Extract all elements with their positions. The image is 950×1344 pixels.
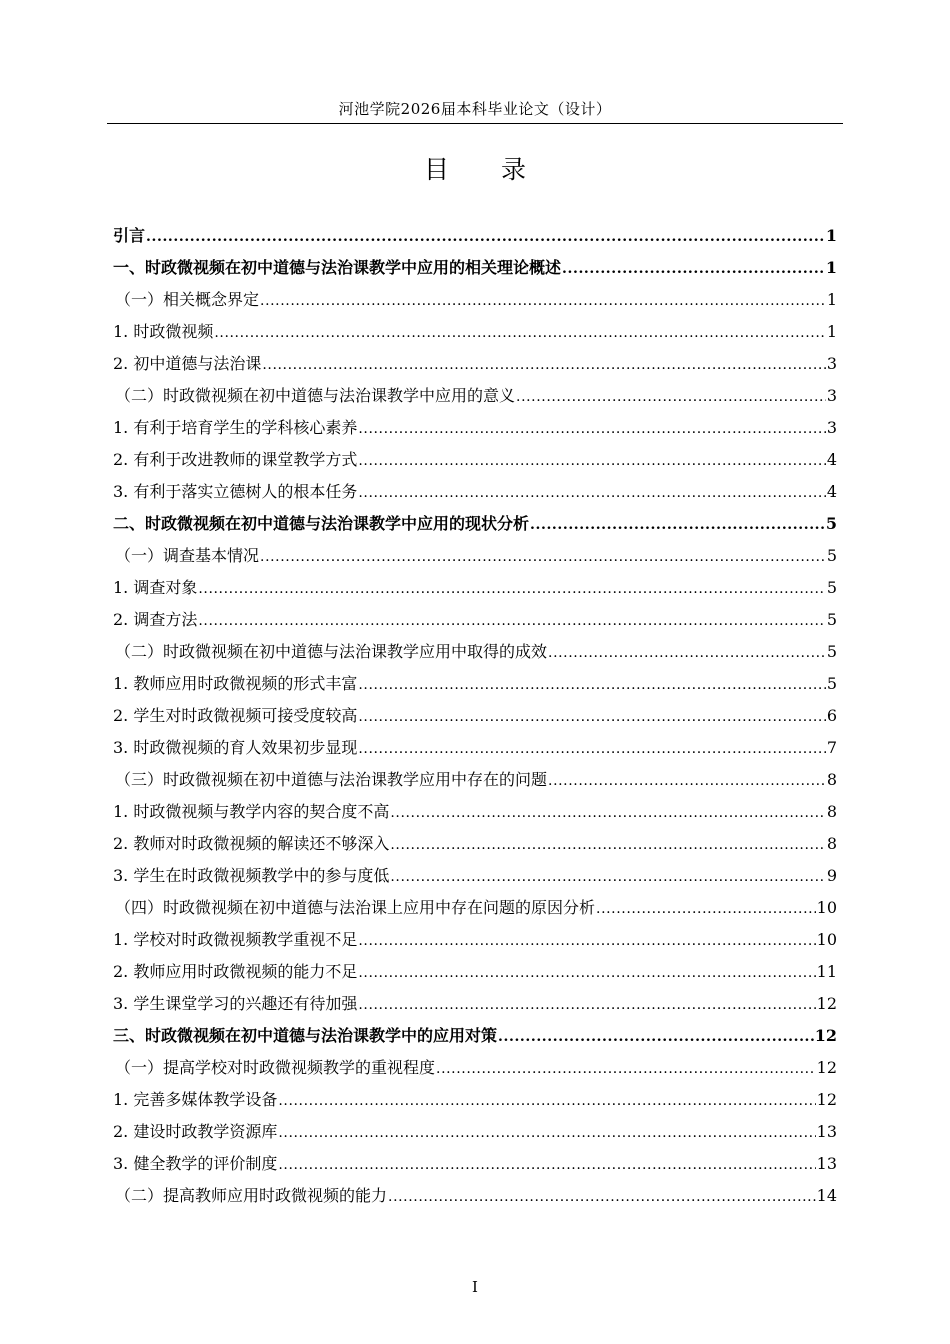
running-header: 河池学院2026届本科毕业论文（设计） <box>338 100 612 118</box>
toc-entry-page: 5 <box>826 578 837 597</box>
toc-entry-page: 3 <box>826 386 837 405</box>
dot-leader <box>388 1181 816 1213</box>
toc-entry-title: 引言 <box>113 226 146 245</box>
toc-entry-page: 14 <box>816 1186 837 1205</box>
toc-entry-title: 3. 时政微视频的育人效果初步显现 <box>113 738 358 757</box>
header-rule <box>107 123 843 124</box>
toc-entry-title: 2. 教师对时政微视频的解读还不够深入 <box>113 834 390 853</box>
toc-entry-page: 13 <box>816 1154 837 1173</box>
dot-leader <box>358 989 815 1021</box>
toc-entry-title: 1. 完善多媒体教学设备 <box>113 1090 278 1109</box>
toc-entry-title: （二）时政微视频在初中道德与法治课教学应用中取得的成效 <box>115 642 548 661</box>
dot-leader <box>278 1149 815 1181</box>
toc-entry-page: 12 <box>816 1090 837 1109</box>
toc-entry-title: （三）时政微视频在初中道德与法治课教学应用中存在的问题 <box>115 770 548 789</box>
toc-entry-page: 12 <box>816 994 837 1013</box>
toc-entry-title: 1. 调查对象 <box>113 578 198 597</box>
dot-leader <box>198 573 825 605</box>
toc-entry-page: 12 <box>816 1058 837 1077</box>
toc-entry[interactable] <box>113 764 837 796</box>
toc-entry[interactable] <box>113 540 837 572</box>
toc-entry-page: 10 <box>816 898 837 917</box>
toc-entry-title: 1. 时政微视频与教学内容的契合度不高 <box>113 802 390 821</box>
toc-entry-title: 2. 建设时政教学资源库 <box>113 1122 278 1141</box>
toc-entry-title: 2. 学生对时政微视频可接受度较高 <box>113 706 358 725</box>
toc-entry[interactable] <box>113 1084 837 1116</box>
toc-entry-title: （一）相关概念界定 <box>115 290 260 309</box>
dot-leader <box>390 861 825 893</box>
toc-entry-page: 5 <box>825 514 837 533</box>
toc-entry-page: 11 <box>816 962 837 981</box>
dot-leader <box>358 669 825 701</box>
dot-leader <box>436 1053 816 1085</box>
toc-entry-page: 5 <box>826 546 837 565</box>
toc-entry-page: 6 <box>826 706 837 725</box>
page-title: 目 录 <box>424 155 548 184</box>
toc-entry-title: 2. 教师应用时政微视频的能力不足 <box>113 962 358 981</box>
dot-leader <box>262 349 825 381</box>
toc-entry-page: 8 <box>826 802 837 821</box>
dot-leader <box>358 957 815 989</box>
toc-entry-title: （一）调查基本情况 <box>115 546 260 565</box>
toc-entry-page: 5 <box>826 674 837 693</box>
toc-entry-page: 1 <box>826 290 837 309</box>
toc-entry[interactable] <box>113 252 837 284</box>
toc-entry-title: （四）时政微视频在初中道德与法治课上应用中存在问题的原因分析 <box>115 898 596 917</box>
toc-entry-page: 3 <box>826 354 837 373</box>
dot-leader <box>390 829 825 861</box>
toc-entry[interactable] <box>113 1180 837 1212</box>
toc-entry-title: （二）提高教师应用时政微视频的能力 <box>115 1186 388 1205</box>
toc-entry-page: 1 <box>826 322 837 341</box>
dot-leader <box>358 445 825 477</box>
toc-entry-page: 5 <box>826 642 837 661</box>
toc-entry-title: 1. 教师应用时政微视频的形式丰富 <box>113 674 358 693</box>
dot-leader <box>530 509 825 541</box>
dot-leader <box>260 285 826 317</box>
toc-entry[interactable] <box>113 380 837 412</box>
dot-leader <box>198 605 825 637</box>
toc-entry[interactable] <box>113 828 837 860</box>
toc-entry[interactable] <box>113 636 837 668</box>
page-number: I <box>472 1278 478 1296</box>
toc-entry-page: 1 <box>825 226 837 245</box>
dot-leader <box>146 221 825 253</box>
toc-entry-page: 7 <box>826 738 837 757</box>
toc-entry-title: 1. 时政微视频 <box>113 322 214 341</box>
toc-entry-page: 12 <box>814 1026 837 1045</box>
toc-entry-title: 一、时政微视频在初中道德与法治课教学中应用的相关理论概述 <box>113 258 562 277</box>
dot-leader <box>260 541 826 573</box>
table-of-contents <box>113 220 837 1212</box>
toc-entry[interactable] <box>113 796 837 828</box>
dot-leader <box>358 477 825 509</box>
toc-entry[interactable] <box>113 1052 837 1084</box>
toc-entry-title: （二）时政微视频在初中道德与法治课教学中应用的意义 <box>115 386 516 405</box>
toc-entry[interactable] <box>113 572 837 604</box>
dot-leader <box>358 701 825 733</box>
toc-entry[interactable] <box>113 988 837 1020</box>
toc-entry[interactable] <box>113 284 837 316</box>
toc-entry-page: 5 <box>826 610 837 629</box>
toc-entry[interactable] <box>113 1148 837 1180</box>
toc-entry-page: 1 <box>825 258 837 277</box>
toc-entry[interactable] <box>113 604 837 636</box>
toc-entry[interactable] <box>113 860 837 892</box>
toc-entry-title: 3. 健全教学的评价制度 <box>113 1154 278 1173</box>
toc-entry-page: 4 <box>826 450 837 469</box>
toc-entry-title: （一）提高学校对时政微视频教学的重视程度 <box>115 1058 436 1077</box>
dot-leader <box>516 381 826 413</box>
toc-entry-page: 10 <box>816 930 837 949</box>
toc-entry[interactable] <box>113 316 837 348</box>
toc-entry-page: 8 <box>826 770 837 789</box>
toc-entry-title: 1. 有利于培育学生的学科核心素养 <box>113 418 358 437</box>
toc-entry-page: 4 <box>826 482 837 501</box>
toc-entry[interactable] <box>113 956 837 988</box>
dot-leader <box>596 893 816 925</box>
toc-entry-page: 3 <box>826 418 837 437</box>
dot-leader <box>358 413 825 445</box>
toc-entry-title: 3. 学生在时政微视频教学中的参与度低 <box>113 866 390 885</box>
toc-entry[interactable] <box>113 508 837 540</box>
dot-leader <box>390 797 825 829</box>
dot-leader <box>358 733 825 765</box>
toc-entry[interactable] <box>113 1020 837 1052</box>
dot-leader <box>562 253 825 285</box>
dot-leader <box>498 1021 814 1053</box>
dot-leader <box>214 317 825 349</box>
toc-entry-page: 8 <box>826 834 837 853</box>
toc-entry[interactable] <box>113 220 837 252</box>
toc-entry[interactable] <box>113 700 837 732</box>
dot-leader <box>548 637 826 669</box>
dot-leader <box>278 1117 815 1149</box>
toc-entry-page: 13 <box>816 1122 837 1141</box>
toc-entry-title: 2. 有利于改进教师的课堂教学方式 <box>113 450 358 469</box>
toc-entry-title: 二、时政微视频在初中道德与法治课教学中应用的现状分析 <box>113 514 530 533</box>
toc-entry-title: 2. 初中道德与法治课 <box>113 354 262 373</box>
toc-entry[interactable] <box>113 924 837 956</box>
toc-entry-title: 3. 学生课堂学习的兴趣还有待加强 <box>113 994 358 1013</box>
toc-entry[interactable] <box>113 444 837 476</box>
toc-entry[interactable] <box>113 1116 837 1148</box>
toc-entry[interactable] <box>113 668 837 700</box>
toc-entry-page: 9 <box>826 866 837 885</box>
toc-entry[interactable] <box>113 476 837 508</box>
toc-entry-title: 2. 调查方法 <box>113 610 198 629</box>
dot-leader <box>278 1085 815 1117</box>
toc-entry[interactable] <box>113 892 837 924</box>
toc-entry-title: 1. 学校对时政微视频教学重视不足 <box>113 930 358 949</box>
toc-entry[interactable] <box>113 412 837 444</box>
dot-leader <box>358 925 815 957</box>
toc-entry[interactable] <box>113 348 837 380</box>
toc-entry[interactable] <box>113 732 837 764</box>
dot-leader <box>548 765 826 797</box>
toc-entry-title: 3. 有利于落实立德树人的根本任务 <box>113 482 358 501</box>
toc-entry-title: 三、时政微视频在初中道德与法治课教学中的应用对策 <box>113 1026 498 1045</box>
